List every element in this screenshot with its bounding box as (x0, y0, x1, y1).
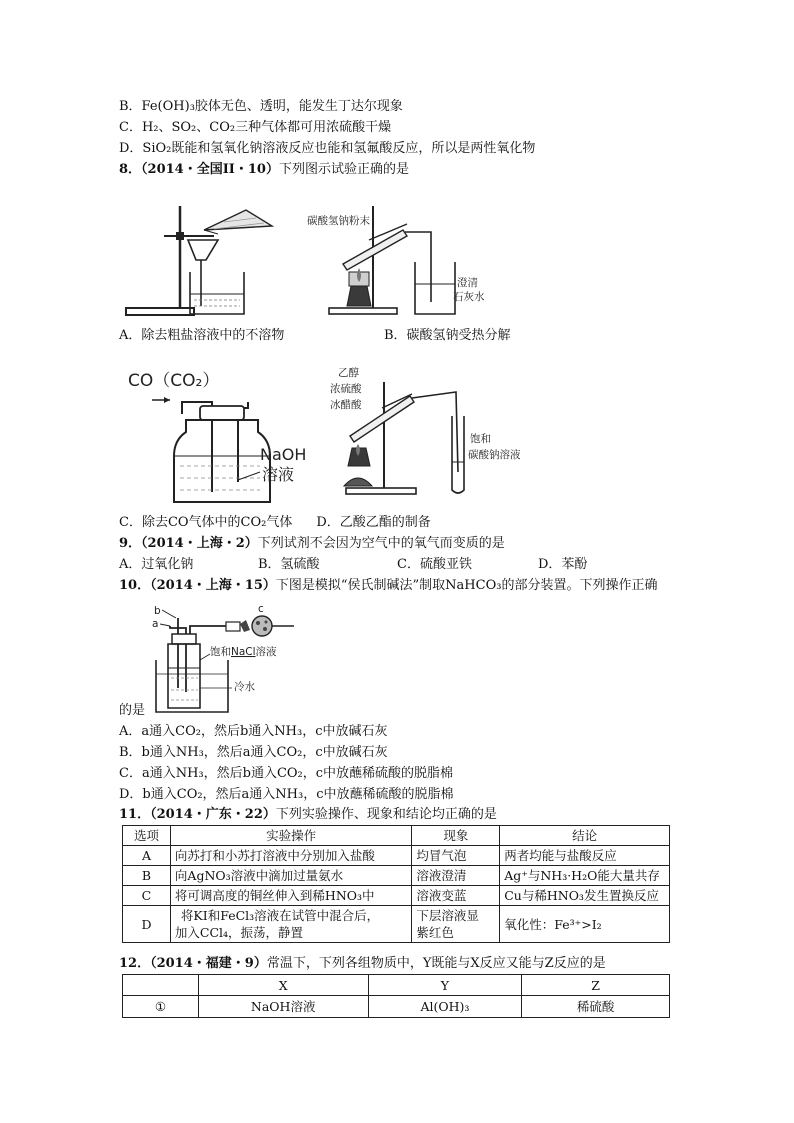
figure-nahco3-heating (303, 202, 493, 320)
q8-stem-text: 下列图示试验正确的是 (278, 162, 409, 177)
table-row (123, 886, 670, 906)
q11-row-b-operation: 向AgNO₃溶液中滴加过量氨水 (170, 866, 412, 886)
q11-header-phenomenon: 现象 (412, 826, 500, 846)
fig-c-naoh-label-2: 溶液 (262, 465, 295, 484)
q11-row-a-phenomenon: 均冒气泡 (412, 846, 500, 866)
q12-header-z: Z (522, 975, 670, 996)
q8-options-cd (119, 514, 431, 531)
q11-row-c-conclusion: Cu与稀HNO₃发生置换反应 (500, 886, 670, 906)
q11-header-option: 选项 (123, 826, 171, 846)
q9-option-a: A．过氧化钠 (119, 557, 194, 572)
q12-row-1-y: Al(OH)₃ (368, 996, 522, 1018)
q12-stem-text: 常温下，下列各组物质中，Y既能与X反应又能与Z反应的是 (266, 956, 606, 971)
q12-table-header (123, 975, 670, 996)
q8-option-c: C．除去CO气体中的CO₂气体 (119, 515, 293, 530)
q11-table (122, 825, 670, 943)
q8-stem (119, 161, 409, 178)
q10-option-c: C．a通入NH₃，然后b通入CO₂，c中放蘸稀硫酸的脱脂棉 (119, 766, 454, 781)
q12-row-1-number: ① (123, 996, 199, 1018)
fig-b-limewater-label-1: 澄清 (457, 277, 478, 289)
fig-saturated-prefix: 饱和 (210, 646, 231, 658)
q11-table-header (123, 826, 670, 846)
q8-option-b: B．碳酸氢钠受热分解 (384, 328, 511, 343)
fig-label-c: c (258, 603, 264, 615)
q11-row-d-option: D (123, 906, 171, 943)
q11-row-c-option: C (123, 886, 171, 906)
fig-saturated-suffix: 溶液 (255, 646, 277, 658)
q11-row-d-operation-line-2: 加入CCl₄，振荡，静置 (174, 925, 304, 940)
q11-header-conclusion: 结论 (500, 826, 670, 846)
q11-row-b-phenomenon: 溶液澄清 (412, 866, 500, 886)
q7-option-d: D．SiO₂既能和氢氧化钠溶液反应也能和氢氟酸反应，所以是两性氧化物 (119, 141, 536, 156)
q11-row-c-phenomenon: 溶液变蓝 (412, 886, 500, 906)
table-row (123, 906, 670, 943)
q8-source: （2014・全国II・10） (141, 162, 279, 177)
q11-row-a-conclusion: 两者均能与盐酸反应 (500, 846, 670, 866)
q11-row-a-operation: 向苏打和小苏打溶液中分别加入盐酸 (170, 846, 412, 866)
fig-saturated-label (210, 645, 277, 658)
q11-row-d-operation (170, 906, 412, 943)
fig-saturated-nacl: NaCl (231, 646, 256, 658)
figure-hou-process-apparatus (138, 598, 308, 714)
q10-number: 10． (119, 578, 151, 593)
q11-row-d-phenomenon-line-1: 下层溶液显 (416, 908, 479, 923)
q9-source: （2014・上海・2） (141, 536, 258, 551)
q12-stem (119, 955, 606, 972)
q10-stem-text: 下图是模拟“侯氏制碱法”制取NaHCO₃的部分装置。下列操作正确 (275, 578, 658, 593)
fig-label-a: a (152, 618, 159, 630)
q10-option-b: B．b通入NH₃，然后a通入CO₂，c中放碱石灰 (119, 745, 388, 760)
figure-gas-washing-bottle (120, 362, 320, 508)
fig-d-reagent-3: 冰醋酸 (330, 399, 362, 411)
q8-number: 8． (119, 162, 142, 177)
q12-row-1-x: NaOH溶液 (198, 996, 368, 1018)
q11-row-d-phenomenon-line-2: 紫红色 (416, 925, 454, 940)
q9-number: 9． (119, 536, 142, 551)
q11-row-d-phenomenon (412, 906, 500, 943)
fig-label-b: b (154, 605, 161, 617)
fig-b-powder-label: 碳酸氢钠粉末 (307, 215, 370, 227)
q10-stem-end: 的是 (119, 703, 146, 718)
fig-d-saturated-label-2: 碳酸钠溶液 (468, 449, 521, 461)
table-row (123, 996, 670, 1018)
q12-source: （2014・福建・9） (150, 956, 267, 971)
q12-table (122, 974, 670, 1018)
q11-row-c-operation: 将可调高度的铜丝伸入到稀HNO₃中 (170, 886, 412, 906)
q12-row-1-z: 稀硫酸 (522, 996, 670, 1018)
fig-d-reagent-1: 乙醇 (338, 367, 359, 379)
fig-c-gas-label: CO（CO₂） (128, 371, 220, 391)
q7-option-c: C．H₂、SO₂、CO₂三种气体都可用浓硫酸干燥 (119, 120, 392, 135)
q9-stem (119, 535, 505, 552)
q12-header-x: X (198, 975, 368, 996)
q11-source: （2014・广东・22） (150, 807, 276, 822)
q12-header-y: Y (368, 975, 522, 996)
q8-option-d: D．乙酸乙酯的制备 (316, 515, 431, 530)
figure-ethyl-acetate-setup (326, 362, 526, 502)
q11-stem-text: 下列实验操作、现象和结论均正确的是 (275, 807, 497, 822)
q7-option-b: B．Fe(OH)₃胶体无色、透明，能发生丁达尔现象 (119, 99, 403, 114)
q11-stem (119, 806, 497, 823)
q11-row-b-conclusion: Ag⁺与NH₃·H₂O能大量共存 (500, 866, 670, 886)
q12-number: 12． (119, 956, 151, 971)
q8-option-a: A．除去粗盐溶液中的不溶物 (119, 328, 285, 343)
q10-option-a: A．a通入CO₂，然后b通入NH₃，c中放碱石灰 (119, 724, 388, 739)
q9-stem-text: 下列试剂不会因为空气中的氧气而变质的是 (257, 536, 505, 551)
q9-option-d: D．苯酚 (538, 557, 588, 572)
fig-cold-water-label: 冷水 (234, 681, 255, 693)
q11-row-d-conclusion: 氧化性：Fe³⁺>I₂ (500, 906, 670, 943)
q12-header-blank (123, 975, 199, 996)
q11-number: 11． (119, 807, 151, 822)
fig-d-reagent-2: 浓硫酸 (330, 383, 362, 395)
figure-filtration (118, 196, 278, 322)
q11-row-d-operation-line-1: 将KI和FeCl₃溶液在试管中混合后， (180, 908, 380, 923)
table-row (123, 846, 670, 866)
q11-header-operation: 实验操作 (170, 826, 412, 846)
q9-option-c: C．硫酸亚铁 (397, 557, 472, 572)
fig-c-naoh-label-1: NaOH (260, 445, 307, 464)
q11-row-a-option: A (123, 846, 171, 866)
q11-row-b-option: B (123, 866, 171, 886)
q10-option-d: D．b通入CO₂，然后a通入NH₃，c中放蘸稀硫酸的脱脂棉 (119, 787, 454, 802)
q10-stem (119, 577, 657, 594)
q10-source: （2014・上海・15） (150, 578, 276, 593)
fig-b-limewater-label-2: 石灰水 (453, 291, 485, 303)
table-row (123, 866, 670, 886)
fig-d-saturated-label-1: 饱和 (470, 433, 491, 445)
q9-option-b: B．氢硫酸 (258, 557, 320, 572)
